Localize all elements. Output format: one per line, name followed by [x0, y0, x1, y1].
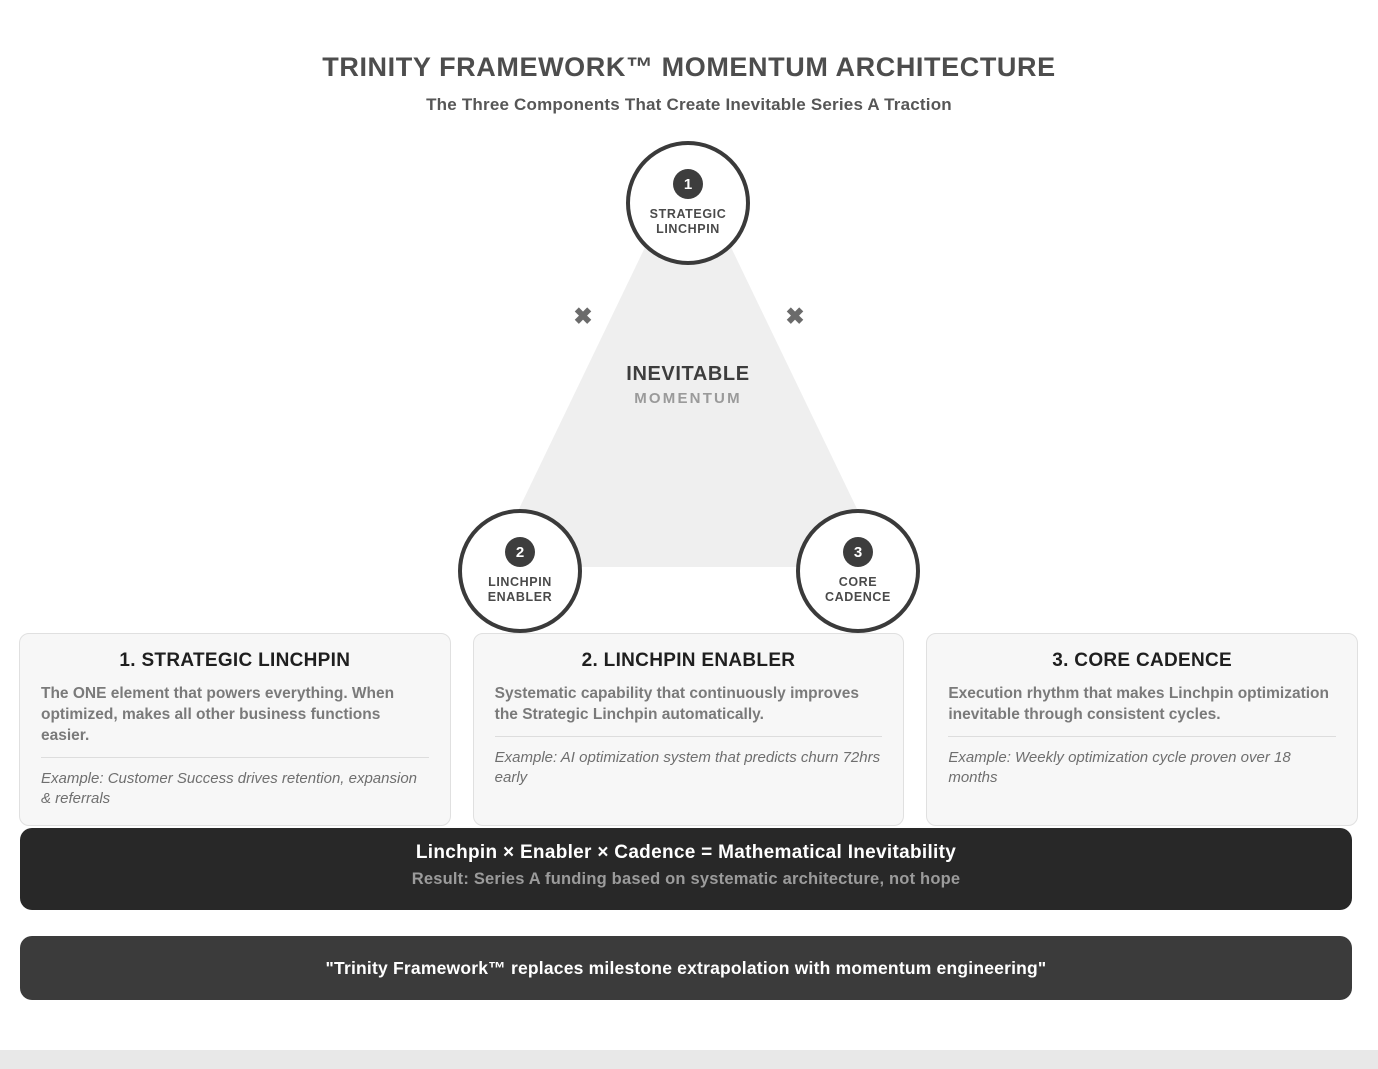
card-divider [948, 736, 1336, 737]
node-core-cadence [796, 509, 920, 633]
node-label-line: CADENCE [824, 590, 891, 604]
card-linchpin-enabler [473, 633, 905, 826]
triangle-center-label [488, 363, 888, 407]
center-label-primary: INEVITABLE [626, 363, 750, 385]
node-label [488, 575, 553, 605]
card-divider [41, 757, 429, 758]
multiply-icon: ✖ [573, 303, 593, 329]
card-description: Systematic capability that continuously improves the Strategic Linchpin automatically. [494, 685, 860, 723]
quote-text: "Trinity Framework™ replaces milestone extrapolation with momentum engineering" [325, 957, 1047, 978]
card-core-cadence [926, 633, 1358, 826]
quote-bar [20, 936, 1352, 1000]
card-description: Execution rhythm that makes Linchpin optimization inevitable through consistent cycles. [948, 685, 1329, 723]
node-number: 2 [515, 543, 525, 561]
card-strategic-linchpin [19, 633, 451, 826]
card-example: Example: Weekly optimization cycle proven over 18 months [948, 749, 1291, 786]
page-subtitle: The Three Components That Create Inevitable Series A Traction [426, 95, 952, 114]
node-number: 1 [683, 175, 693, 193]
center-label-secondary: MOMENTUM [634, 390, 742, 407]
node-label-line: LINCHPIN [656, 222, 720, 236]
multiply-icon: ✖ [785, 303, 805, 329]
page-title: TRINITY FRAMEWORK™ MOMENTUM ARCHITECTURE [322, 52, 1056, 82]
node-label-line: ENABLER [487, 590, 553, 604]
formula-bar [20, 828, 1352, 910]
node-strategic-linchpin [626, 141, 750, 265]
node-number-badge [673, 169, 703, 199]
card-title: 3. CORE CADENCE [1052, 650, 1233, 671]
card-title: 1. STRATEGIC LINCHPIN [119, 650, 351, 671]
component-cards [19, 633, 1358, 826]
card-example: Example: AI optimization system that predicts churn 72hrs early [494, 749, 881, 786]
formula-result-text: Result: Series A funding based on systematic architecture, not hope [411, 870, 961, 888]
node-number-badge [505, 537, 535, 567]
card-description: The ONE element that powers everything. When optimized, makes all other business functions easier. [41, 685, 395, 744]
node-label-line: CORE [838, 575, 878, 589]
node-label-line: LINCHPIN [488, 575, 552, 589]
node-number-badge [843, 537, 873, 567]
node-label-line: STRATEGIC [649, 207, 727, 221]
node-label [825, 575, 891, 605]
card-title: 2. LINCHPIN ENABLER [581, 650, 796, 671]
card-example: Example: Customer Success drives retention, expansion & referrals [41, 770, 418, 807]
formula-text: Linchpin × Enabler × Cadence = Mathematical Inevitability [415, 842, 957, 863]
card-divider [495, 736, 883, 737]
bottom-strip [0, 1050, 1378, 1069]
node-number: 3 [853, 543, 863, 561]
node-linchpin-enabler [458, 509, 582, 633]
node-label [650, 207, 727, 237]
